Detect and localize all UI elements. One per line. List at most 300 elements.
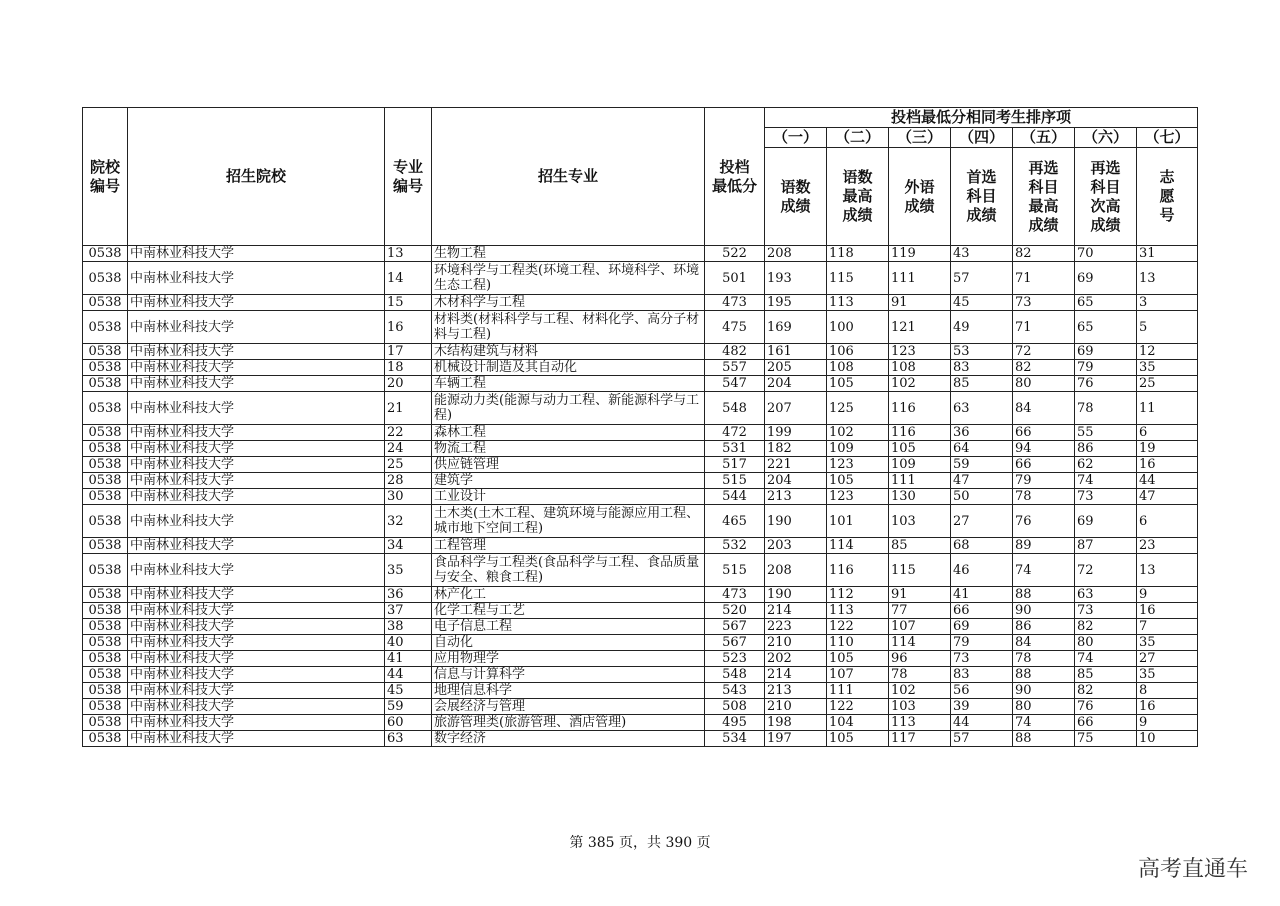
school-name-cell: 中南林业科技大学 bbox=[128, 246, 385, 262]
table-row bbox=[83, 489, 1198, 505]
rank-value-cell: 63 bbox=[951, 392, 1013, 425]
rank-value-cell: 207 bbox=[765, 392, 827, 425]
header-rank-label bbox=[1075, 148, 1137, 246]
admission-score-table bbox=[82, 107, 1198, 747]
watermark: 高考直通车 bbox=[1137, 857, 1248, 882]
rank-value-cell: 13 bbox=[1137, 262, 1198, 295]
table-row bbox=[83, 603, 1198, 619]
table-row bbox=[83, 344, 1198, 360]
rank-value-cell: 85 bbox=[1075, 667, 1137, 683]
min-score-cell: 544 bbox=[705, 489, 765, 505]
min-score-cell: 548 bbox=[705, 667, 765, 683]
rank-value-cell: 115 bbox=[827, 262, 889, 295]
rank-value-cell: 45 bbox=[951, 295, 1013, 311]
rank-value-cell: 72 bbox=[1013, 344, 1075, 360]
rank-value-cell: 23 bbox=[1137, 538, 1198, 554]
rank-value-cell: 47 bbox=[1137, 489, 1198, 505]
major-code-cell: 13 bbox=[385, 246, 432, 262]
rank-value-cell: 78 bbox=[1075, 392, 1137, 425]
rank-value-cell: 43 bbox=[951, 246, 1013, 262]
school-name-cell: 中南林业科技大学 bbox=[128, 587, 385, 603]
school-name-cell: 中南林业科技大学 bbox=[128, 554, 385, 587]
school-name-cell: 中南林业科技大学 bbox=[128, 683, 385, 699]
school-code-cell: 0538 bbox=[83, 425, 128, 441]
rank-value-cell: 104 bbox=[827, 715, 889, 731]
rank-value-cell: 102 bbox=[889, 683, 951, 699]
rank-value-cell: 79 bbox=[1075, 360, 1137, 376]
major-name-cell: 地理信息科学 bbox=[432, 683, 705, 699]
min-score-cell: 501 bbox=[705, 262, 765, 295]
rank-value-cell: 111 bbox=[889, 473, 951, 489]
header-min-score bbox=[705, 108, 765, 246]
rank-value-cell: 94 bbox=[1013, 441, 1075, 457]
rank-value-cell: 82 bbox=[1013, 246, 1075, 262]
rank-value-cell: 101 bbox=[827, 505, 889, 538]
major-name-cell: 数字经济 bbox=[432, 731, 705, 747]
header-rank-number: （五） bbox=[1013, 128, 1075, 148]
major-name-cell: 森林工程 bbox=[432, 425, 705, 441]
header-rank-label-text: 语数 成绩 bbox=[780, 177, 811, 215]
table-row bbox=[83, 392, 1198, 425]
major-code-cell: 15 bbox=[385, 295, 432, 311]
rank-value-cell: 78 bbox=[1013, 651, 1075, 667]
table-row bbox=[83, 538, 1198, 554]
rank-value-cell: 88 bbox=[1013, 587, 1075, 603]
rank-value-cell: 169 bbox=[765, 311, 827, 344]
school-code-cell: 0538 bbox=[83, 505, 128, 538]
min-score-cell: 567 bbox=[705, 635, 765, 651]
rank-value-cell: 64 bbox=[951, 441, 1013, 457]
major-code-cell: 45 bbox=[385, 683, 432, 699]
major-name-cell: 应用物理学 bbox=[432, 651, 705, 667]
table-row bbox=[83, 587, 1198, 603]
school-code-cell: 0538 bbox=[83, 635, 128, 651]
major-code-cell: 30 bbox=[385, 489, 432, 505]
rank-value-cell: 73 bbox=[1075, 603, 1137, 619]
rank-value-cell: 84 bbox=[1013, 635, 1075, 651]
rank-value-cell: 214 bbox=[765, 667, 827, 683]
rank-value-cell: 35 bbox=[1137, 635, 1198, 651]
school-name-cell: 中南林业科技大学 bbox=[128, 360, 385, 376]
table-row bbox=[83, 473, 1198, 489]
min-score-cell: 475 bbox=[705, 311, 765, 344]
rank-value-cell: 116 bbox=[889, 425, 951, 441]
rank-value-cell: 79 bbox=[951, 635, 1013, 651]
rank-value-cell: 125 bbox=[827, 392, 889, 425]
school-code-cell: 0538 bbox=[83, 489, 128, 505]
major-name-cell: 工业设计 bbox=[432, 489, 705, 505]
header-rank-title: 投档最低分相同考生排序项 bbox=[765, 108, 1198, 128]
rank-value-cell: 72 bbox=[1075, 554, 1137, 587]
header-rank-number: （六） bbox=[1075, 128, 1137, 148]
min-score-cell: 567 bbox=[705, 619, 765, 635]
min-score-cell: 522 bbox=[705, 246, 765, 262]
rank-value-cell: 87 bbox=[1075, 538, 1137, 554]
major-name-cell: 自动化 bbox=[432, 635, 705, 651]
rank-value-cell: 114 bbox=[827, 538, 889, 554]
major-name-cell: 环境科学与工程类(环境工程、环境科学、环境生态工程) bbox=[432, 262, 705, 295]
rank-value-cell: 114 bbox=[889, 635, 951, 651]
rank-value-cell: 65 bbox=[1075, 295, 1137, 311]
rank-value-cell: 204 bbox=[765, 473, 827, 489]
major-name-cell: 建筑学 bbox=[432, 473, 705, 489]
rank-value-cell: 74 bbox=[1075, 473, 1137, 489]
rank-value-cell: 88 bbox=[1013, 667, 1075, 683]
min-score-cell: 482 bbox=[705, 344, 765, 360]
header-rank-number: （四） bbox=[951, 128, 1013, 148]
rank-value-cell: 182 bbox=[765, 441, 827, 457]
rank-value-cell: 6 bbox=[1137, 425, 1198, 441]
rank-value-cell: 118 bbox=[827, 246, 889, 262]
rank-value-cell: 73 bbox=[1075, 489, 1137, 505]
rank-value-cell: 213 bbox=[765, 489, 827, 505]
rank-value-cell: 8 bbox=[1137, 683, 1198, 699]
rank-value-cell: 16 bbox=[1137, 603, 1198, 619]
major-name-cell: 林产化工 bbox=[432, 587, 705, 603]
school-name-cell: 中南林业科技大学 bbox=[128, 619, 385, 635]
rank-value-cell: 82 bbox=[1075, 683, 1137, 699]
school-name-cell: 中南林业科技大学 bbox=[128, 441, 385, 457]
rank-value-cell: 79 bbox=[1013, 473, 1075, 489]
school-code-cell: 0538 bbox=[83, 392, 128, 425]
rank-value-cell: 108 bbox=[889, 360, 951, 376]
rank-value-cell: 190 bbox=[765, 587, 827, 603]
header-school-code-text: 院校 编号 bbox=[89, 157, 120, 195]
rank-value-cell: 105 bbox=[827, 376, 889, 392]
major-name-cell: 电子信息工程 bbox=[432, 619, 705, 635]
rank-value-cell: 13 bbox=[1137, 554, 1198, 587]
school-name-cell: 中南林业科技大学 bbox=[128, 311, 385, 344]
rank-value-cell: 86 bbox=[1013, 619, 1075, 635]
header-rank-label bbox=[1013, 148, 1075, 246]
rank-value-cell: 102 bbox=[889, 376, 951, 392]
min-score-cell: 548 bbox=[705, 392, 765, 425]
rank-value-cell: 66 bbox=[1013, 457, 1075, 473]
rank-value-cell: 80 bbox=[1013, 376, 1075, 392]
major-code-cell: 36 bbox=[385, 587, 432, 603]
header-rank-label bbox=[889, 148, 951, 246]
header-rank-number: （七） bbox=[1137, 128, 1198, 148]
major-code-cell: 63 bbox=[385, 731, 432, 747]
school-name-cell: 中南林业科技大学 bbox=[128, 457, 385, 473]
school-code-cell: 0538 bbox=[83, 246, 128, 262]
header-rank-label-text: 再选 科目 次高 成绩 bbox=[1090, 158, 1121, 234]
rank-value-cell: 204 bbox=[765, 376, 827, 392]
rank-value-cell: 90 bbox=[1013, 683, 1075, 699]
rank-value-cell: 66 bbox=[951, 603, 1013, 619]
rank-value-cell: 80 bbox=[1075, 635, 1137, 651]
major-code-cell: 28 bbox=[385, 473, 432, 489]
rank-value-cell: 197 bbox=[765, 731, 827, 747]
rank-value-cell: 105 bbox=[827, 473, 889, 489]
rank-value-cell: 106 bbox=[827, 344, 889, 360]
min-score-cell: 534 bbox=[705, 731, 765, 747]
rank-value-cell: 109 bbox=[827, 441, 889, 457]
rank-value-cell: 88 bbox=[1013, 731, 1075, 747]
rank-value-cell: 59 bbox=[951, 457, 1013, 473]
major-name-cell: 旅游管理类(旅游管理、酒店管理) bbox=[432, 715, 705, 731]
school-code-cell: 0538 bbox=[83, 360, 128, 376]
school-name-cell: 中南林业科技大学 bbox=[128, 667, 385, 683]
major-name-cell: 材料类(材料科学与工程、材料化学、高分子材料与工程) bbox=[432, 311, 705, 344]
school-code-cell: 0538 bbox=[83, 538, 128, 554]
rank-value-cell: 71 bbox=[1013, 262, 1075, 295]
rank-value-cell: 36 bbox=[951, 425, 1013, 441]
school-code-cell: 0538 bbox=[83, 344, 128, 360]
min-score-cell: 523 bbox=[705, 651, 765, 667]
rank-value-cell: 68 bbox=[951, 538, 1013, 554]
rank-value-cell: 3 bbox=[1137, 295, 1198, 311]
rank-value-cell: 108 bbox=[827, 360, 889, 376]
rank-value-cell: 62 bbox=[1075, 457, 1137, 473]
rank-value-cell: 16 bbox=[1137, 457, 1198, 473]
school-code-cell: 0538 bbox=[83, 554, 128, 587]
school-name-cell: 中南林业科技大学 bbox=[128, 262, 385, 295]
school-code-cell: 0538 bbox=[83, 457, 128, 473]
rank-value-cell: 27 bbox=[1137, 651, 1198, 667]
rank-value-cell: 19 bbox=[1137, 441, 1198, 457]
rank-value-cell: 91 bbox=[889, 295, 951, 311]
rank-value-cell: 70 bbox=[1075, 246, 1137, 262]
rank-value-cell: 44 bbox=[1137, 473, 1198, 489]
school-code-cell: 0538 bbox=[83, 731, 128, 747]
header-rank-label bbox=[951, 148, 1013, 246]
rank-value-cell: 89 bbox=[1013, 538, 1075, 554]
major-name-cell: 工程管理 bbox=[432, 538, 705, 554]
school-code-cell: 0538 bbox=[83, 651, 128, 667]
rank-value-cell: 85 bbox=[889, 538, 951, 554]
header-major-code-text: 专业 编号 bbox=[392, 157, 423, 195]
rank-value-cell: 202 bbox=[765, 651, 827, 667]
rank-value-cell: 115 bbox=[889, 554, 951, 587]
rank-value-cell: 6 bbox=[1137, 505, 1198, 538]
school-code-cell: 0538 bbox=[83, 683, 128, 699]
rank-value-cell: 74 bbox=[1013, 715, 1075, 731]
rank-value-cell: 73 bbox=[951, 651, 1013, 667]
rank-value-cell: 161 bbox=[765, 344, 827, 360]
rank-value-cell: 117 bbox=[889, 731, 951, 747]
major-name-cell: 车辆工程 bbox=[432, 376, 705, 392]
major-code-cell: 21 bbox=[385, 392, 432, 425]
major-name-cell: 食品科学与工程类(食品科学与工程、食品质量与安全、粮食工程) bbox=[432, 554, 705, 587]
table-row bbox=[83, 651, 1198, 667]
rank-value-cell: 210 bbox=[765, 699, 827, 715]
rank-value-cell: 113 bbox=[889, 715, 951, 731]
major-code-cell: 41 bbox=[385, 651, 432, 667]
school-name-cell: 中南林业科技大学 bbox=[128, 731, 385, 747]
rank-value-cell: 44 bbox=[951, 715, 1013, 731]
rank-value-cell: 96 bbox=[889, 651, 951, 667]
major-name-cell: 木材科学与工程 bbox=[432, 295, 705, 311]
rank-value-cell: 82 bbox=[1013, 360, 1075, 376]
rank-value-cell: 76 bbox=[1013, 505, 1075, 538]
header-rank-number: （一） bbox=[765, 128, 827, 148]
table-row bbox=[83, 311, 1198, 344]
school-code-cell: 0538 bbox=[83, 473, 128, 489]
major-name-cell: 生物工程 bbox=[432, 246, 705, 262]
rank-value-cell: 91 bbox=[889, 587, 951, 603]
rank-value-cell: 80 bbox=[1013, 699, 1075, 715]
header-major-code bbox=[385, 108, 432, 246]
school-code-cell: 0538 bbox=[83, 587, 128, 603]
rank-value-cell: 116 bbox=[889, 392, 951, 425]
rank-value-cell: 5 bbox=[1137, 311, 1198, 344]
rank-value-cell: 12 bbox=[1137, 344, 1198, 360]
table-row bbox=[83, 635, 1198, 651]
rank-value-cell: 53 bbox=[951, 344, 1013, 360]
rank-value-cell: 11 bbox=[1137, 392, 1198, 425]
table-row bbox=[83, 731, 1198, 747]
school-code-cell: 0538 bbox=[83, 262, 128, 295]
rank-value-cell: 223 bbox=[765, 619, 827, 635]
rank-value-cell: 113 bbox=[827, 603, 889, 619]
table-row bbox=[83, 699, 1198, 715]
school-name-cell: 中南林业科技大学 bbox=[128, 425, 385, 441]
school-name-cell: 中南林业科技大学 bbox=[128, 603, 385, 619]
major-code-cell: 34 bbox=[385, 538, 432, 554]
rank-value-cell: 50 bbox=[951, 489, 1013, 505]
header-min-score-text: 投档 最低分 bbox=[711, 157, 757, 195]
major-code-cell: 20 bbox=[385, 376, 432, 392]
major-name-cell: 化学工程与工艺 bbox=[432, 603, 705, 619]
major-name-cell: 机械设计制造及其自动化 bbox=[432, 360, 705, 376]
rank-value-cell: 49 bbox=[951, 311, 1013, 344]
table-row bbox=[83, 619, 1198, 635]
school-name-cell: 中南林业科技大学 bbox=[128, 715, 385, 731]
rank-value-cell: 116 bbox=[827, 554, 889, 587]
header-rank-label bbox=[1137, 148, 1198, 246]
rank-value-cell: 109 bbox=[889, 457, 951, 473]
rank-value-cell: 35 bbox=[1137, 667, 1198, 683]
header-rank-label bbox=[765, 148, 827, 246]
min-score-cell: 473 bbox=[705, 295, 765, 311]
rank-value-cell: 199 bbox=[765, 425, 827, 441]
header-school-code bbox=[83, 108, 128, 246]
rank-value-cell: 76 bbox=[1075, 376, 1137, 392]
table-body bbox=[83, 246, 1198, 747]
rank-value-cell: 107 bbox=[827, 667, 889, 683]
rank-value-cell: 83 bbox=[951, 667, 1013, 683]
school-name-cell: 中南林业科技大学 bbox=[128, 635, 385, 651]
min-score-cell: 547 bbox=[705, 376, 765, 392]
table-row bbox=[83, 262, 1198, 295]
major-name-cell: 木结构建筑与材料 bbox=[432, 344, 705, 360]
rank-value-cell: 16 bbox=[1137, 699, 1198, 715]
header-rank-label-text: 语数 最高 成绩 bbox=[842, 168, 873, 224]
school-code-cell: 0538 bbox=[83, 699, 128, 715]
rank-value-cell: 119 bbox=[889, 246, 951, 262]
major-code-cell: 35 bbox=[385, 554, 432, 587]
rank-value-cell: 90 bbox=[1013, 603, 1075, 619]
table-row bbox=[83, 246, 1198, 262]
rank-value-cell: 69 bbox=[1075, 505, 1137, 538]
school-name-cell: 中南林业科技大学 bbox=[128, 505, 385, 538]
header-rank-number: （三） bbox=[889, 128, 951, 148]
rank-value-cell: 193 bbox=[765, 262, 827, 295]
rank-value-cell: 208 bbox=[765, 554, 827, 587]
major-name-cell: 信息与计算科学 bbox=[432, 667, 705, 683]
min-score-cell: 531 bbox=[705, 441, 765, 457]
rank-value-cell: 123 bbox=[827, 489, 889, 505]
rank-value-cell: 210 bbox=[765, 635, 827, 651]
school-code-cell: 0538 bbox=[83, 311, 128, 344]
rank-value-cell: 46 bbox=[951, 554, 1013, 587]
rank-value-cell: 130 bbox=[889, 489, 951, 505]
header-rank-label-text: 志 愿 号 bbox=[1159, 168, 1175, 224]
major-name-cell: 土木类(土木工程、建筑环境与能源应用工程、城市地下空间工程) bbox=[432, 505, 705, 538]
min-score-cell: 532 bbox=[705, 538, 765, 554]
school-code-cell: 0538 bbox=[83, 667, 128, 683]
rank-value-cell: 112 bbox=[827, 587, 889, 603]
rank-value-cell: 83 bbox=[951, 360, 1013, 376]
major-code-cell: 14 bbox=[385, 262, 432, 295]
school-name-cell: 中南林业科技大学 bbox=[128, 538, 385, 554]
rank-value-cell: 76 bbox=[1075, 699, 1137, 715]
min-score-cell: 517 bbox=[705, 457, 765, 473]
table-row bbox=[83, 683, 1198, 699]
major-code-cell: 17 bbox=[385, 344, 432, 360]
major-code-cell: 37 bbox=[385, 603, 432, 619]
major-code-cell: 32 bbox=[385, 505, 432, 538]
school-code-cell: 0538 bbox=[83, 603, 128, 619]
major-name-cell: 物流工程 bbox=[432, 441, 705, 457]
rank-value-cell: 35 bbox=[1137, 360, 1198, 376]
rank-value-cell: 107 bbox=[889, 619, 951, 635]
rank-value-cell: 56 bbox=[951, 683, 1013, 699]
rank-value-cell: 75 bbox=[1075, 731, 1137, 747]
rank-value-cell: 123 bbox=[827, 457, 889, 473]
table-row bbox=[83, 425, 1198, 441]
rank-value-cell: 27 bbox=[951, 505, 1013, 538]
major-name-cell: 供应链管理 bbox=[432, 457, 705, 473]
min-score-cell: 508 bbox=[705, 699, 765, 715]
rank-value-cell: 55 bbox=[1075, 425, 1137, 441]
major-code-cell: 38 bbox=[385, 619, 432, 635]
table-row bbox=[83, 667, 1198, 683]
page-footer: 第 385 页，共 390 页 bbox=[569, 835, 711, 851]
rank-value-cell: 105 bbox=[827, 731, 889, 747]
major-code-cell: 25 bbox=[385, 457, 432, 473]
rank-value-cell: 25 bbox=[1137, 376, 1198, 392]
min-score-cell: 557 bbox=[705, 360, 765, 376]
major-code-cell: 24 bbox=[385, 441, 432, 457]
school-name-cell: 中南林业科技大学 bbox=[128, 392, 385, 425]
header-rank-label-text: 首选 科目 成绩 bbox=[966, 168, 997, 224]
rank-value-cell: 190 bbox=[765, 505, 827, 538]
table-header bbox=[83, 108, 1198, 246]
major-code-cell: 44 bbox=[385, 667, 432, 683]
school-code-cell: 0538 bbox=[83, 376, 128, 392]
school-name-cell: 中南林业科技大学 bbox=[128, 489, 385, 505]
rank-value-cell: 39 bbox=[951, 699, 1013, 715]
rank-value-cell: 47 bbox=[951, 473, 1013, 489]
rank-value-cell: 69 bbox=[1075, 262, 1137, 295]
school-name-cell: 中南林业科技大学 bbox=[128, 344, 385, 360]
school-code-cell: 0538 bbox=[83, 441, 128, 457]
school-name-cell: 中南林业科技大学 bbox=[128, 699, 385, 715]
rank-value-cell: 214 bbox=[765, 603, 827, 619]
table-row bbox=[83, 360, 1198, 376]
min-score-cell: 495 bbox=[705, 715, 765, 731]
rank-value-cell: 111 bbox=[827, 683, 889, 699]
major-code-cell: 59 bbox=[385, 699, 432, 715]
min-score-cell: 465 bbox=[705, 505, 765, 538]
rank-value-cell: 41 bbox=[951, 587, 1013, 603]
rank-value-cell: 57 bbox=[951, 262, 1013, 295]
table-row bbox=[83, 457, 1198, 473]
min-score-cell: 515 bbox=[705, 554, 765, 587]
rank-value-cell: 102 bbox=[827, 425, 889, 441]
